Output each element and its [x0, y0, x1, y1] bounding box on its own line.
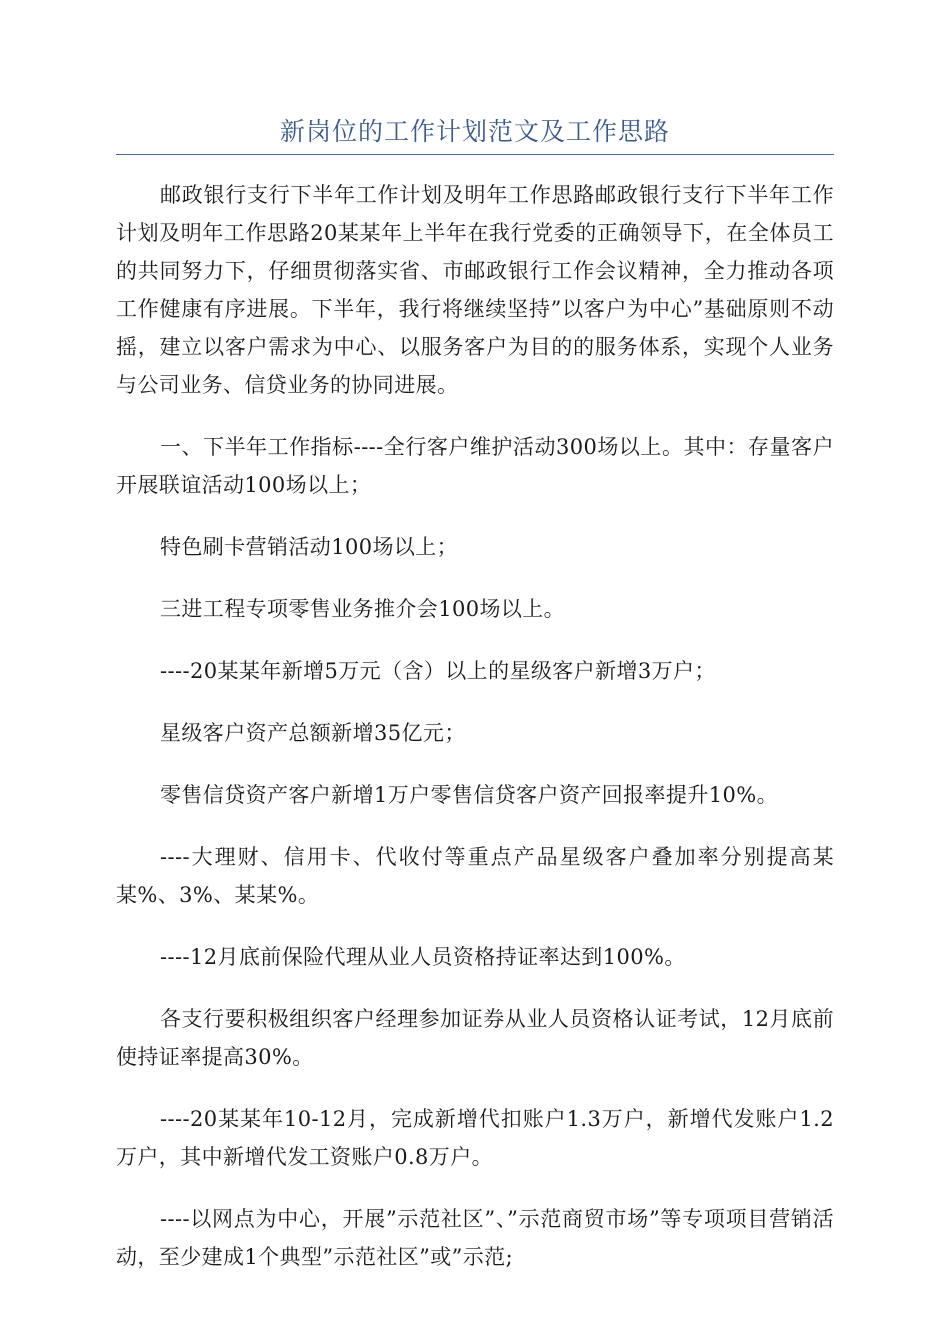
paragraph: 邮政银行支行下半年工作计划及明年工作思路邮政银行支行下半年工作计划及明年工作思路20某某年上半年在我行党委的正确领导下，在全体员工的共同努力下，仔细贯彻落实省、市邮政银行工作会议精神，全力推动各项工作健康有序进展。下半年，我行将继续坚持”以客户为中心”基础原则不动摇，建立以客户需求为中心、以服务客户为目的的服务体系，实现个人业务与公司业务、信贷业务的协同进展。: [116, 183, 834, 397]
paragraph: 一、下半年工作指标----全行客户维护活动300场以上。其中：存量客户开展联谊活动100场以上；: [116, 435, 834, 497]
paragraph: ----20某某年新增5万元（含）以上的星级客户新增3万户；: [160, 659, 716, 683]
paragraph: 零售信贷资产客户新增1万户零售信贷客户资产回报率提升10%。: [160, 783, 779, 807]
paragraph: 各支行要积极组织客户经理参加证券从业人员资格认证考试，12月底前使持证率提高30%。: [116, 1007, 834, 1069]
paragraph: ----20某某年10-12月，完成新增代扣账户1.3万户，新增代发账户1.2万户，其中新增代发工资账户0.8万户。: [116, 1107, 834, 1169]
document-title: 新岗位的工作计划范文及工作思路: [279, 117, 670, 146]
paragraph: 三进工程专项零售业务推介会100场以上。: [160, 597, 566, 621]
document-body: [116, 176, 834, 1300]
paragraph: 星级客户资产总额新增35亿元；: [160, 721, 466, 745]
paragraph: 特色刷卡营销活动100场以上；: [160, 535, 459, 559]
paragraph: ----12月底前保险代理从业人员资格持证率达到100%。: [160, 945, 686, 969]
paragraph: ----以网点为中心，开展”示范社区”、”示范商贸市场”等专项项目营销活动，至少建成1个典型”示范社区”或”示范;: [116, 1207, 834, 1269]
title-underline: [116, 154, 834, 155]
paragraph: ----大理财、信用卡、代收付等重点产品星级客户叠加率分别提高某某%、3%、某某%。: [116, 845, 834, 907]
